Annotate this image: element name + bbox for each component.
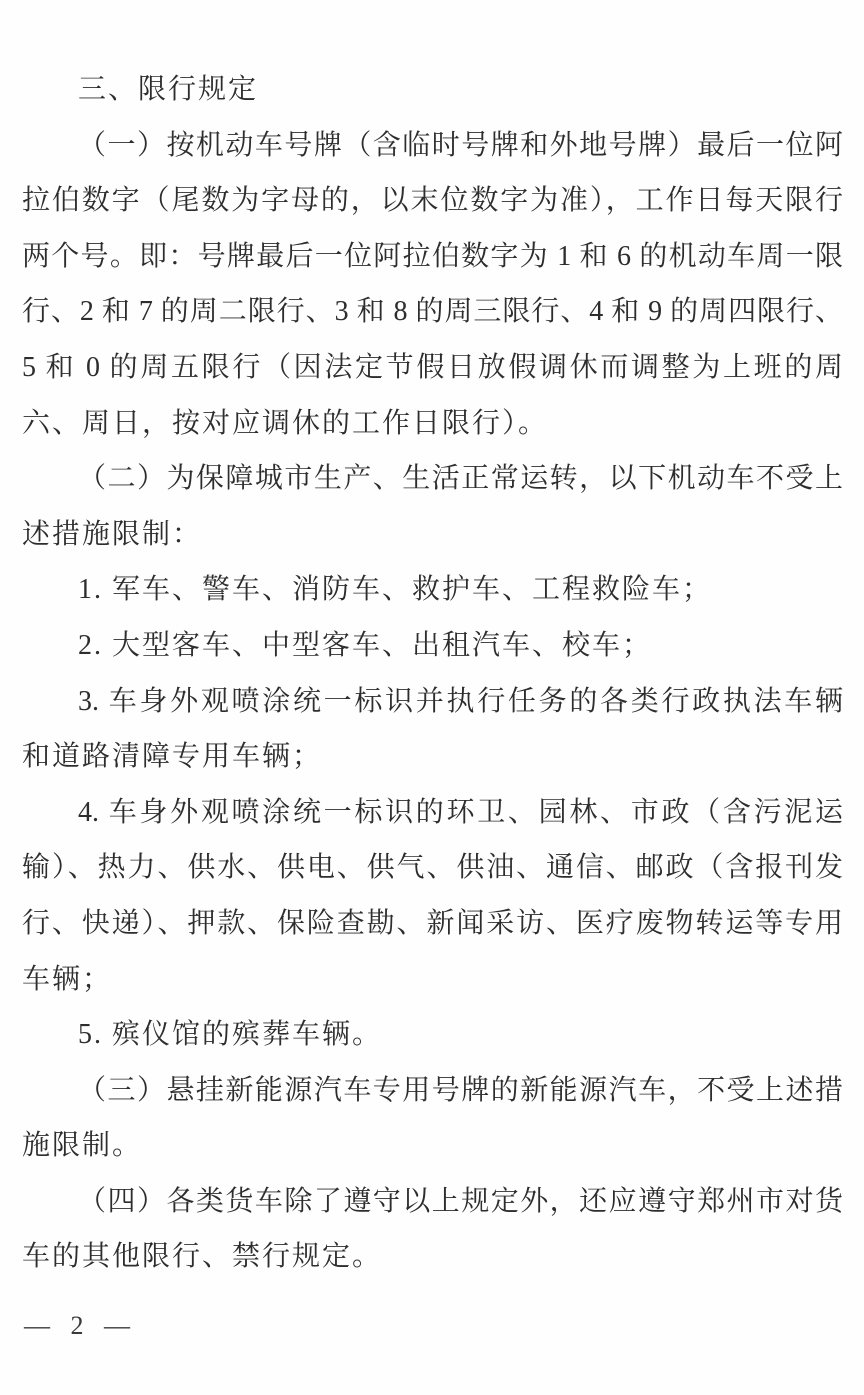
list-item-1: 1. 军车、警车、消防车、救护车、工程救险车；	[78, 574, 713, 606]
page-number: — 2 —	[24, 1311, 137, 1341]
para-3-line-2: 施限制。	[22, 1130, 143, 1162]
list-item-4-line-3: 行、快递）、押款、保险查勘、新闻采访、医疗废物转运等专用	[22, 907, 843, 939]
para-1-line-4: 行、2 和 7 的周二限行、3 和 8 的周三限行、4 和 9 的周四限行、	[22, 296, 843, 328]
para-2-line-1: （二）为保障城市生产、生活正常运转，以下机动车不受上	[78, 463, 843, 495]
para-4-line-2: 车的其他限行、禁行规定。	[22, 1241, 383, 1273]
para-1-line-3: 两个号。即：号牌最后一位阿拉伯数字为 1 和 6 的机动车周一限	[22, 240, 843, 272]
para-3-line-1: （三）悬挂新能源汽车专用号牌的新能源汽车，不受上述措	[78, 1074, 843, 1106]
list-item-3-line-2: 和道路清障专用车辆；	[22, 741, 323, 773]
para-2-line-2: 述措施限制：	[22, 518, 203, 550]
list-item-5: 5. 殡仪馆的殡葬车辆。	[78, 1019, 383, 1051]
section-heading: 三、限行规定	[78, 74, 259, 105]
para-1-line-2: 拉伯数字（尾数为字母的，以末位数字为准），工作日每天限行	[22, 185, 843, 217]
para-4-line-1: （四）各类货车除了遵守以上规定外，还应遵守郑州市对货	[78, 1185, 843, 1217]
list-item-4-line-4: 车辆；	[22, 963, 113, 995]
list-item-4-line-1: 4. 车身外观喷涂统一标识的环卫、园林、市政（含污泥运	[78, 796, 843, 828]
para-1-line-1: （一）按机动车号牌（含临时号牌和外地号牌）最后一位阿	[78, 129, 843, 161]
list-item-4-line-2: 输）、热力、供水、供电、供气、供油、通信、邮政（含报刊发	[22, 852, 843, 884]
para-1-line-6: 六、周日，按对应调休的工作日限行）。	[22, 407, 549, 439]
list-item-3-line-1: 3. 车身外观喷涂统一标识并执行任务的各类行政执法车辆	[78, 685, 843, 717]
para-1-line-5: 5 和 0 的周五限行（因法定节假日放假调休而调整为上班的周	[22, 351, 843, 383]
list-item-2: 2. 大型客车、中型客车、出租汽车、校车；	[78, 629, 653, 661]
